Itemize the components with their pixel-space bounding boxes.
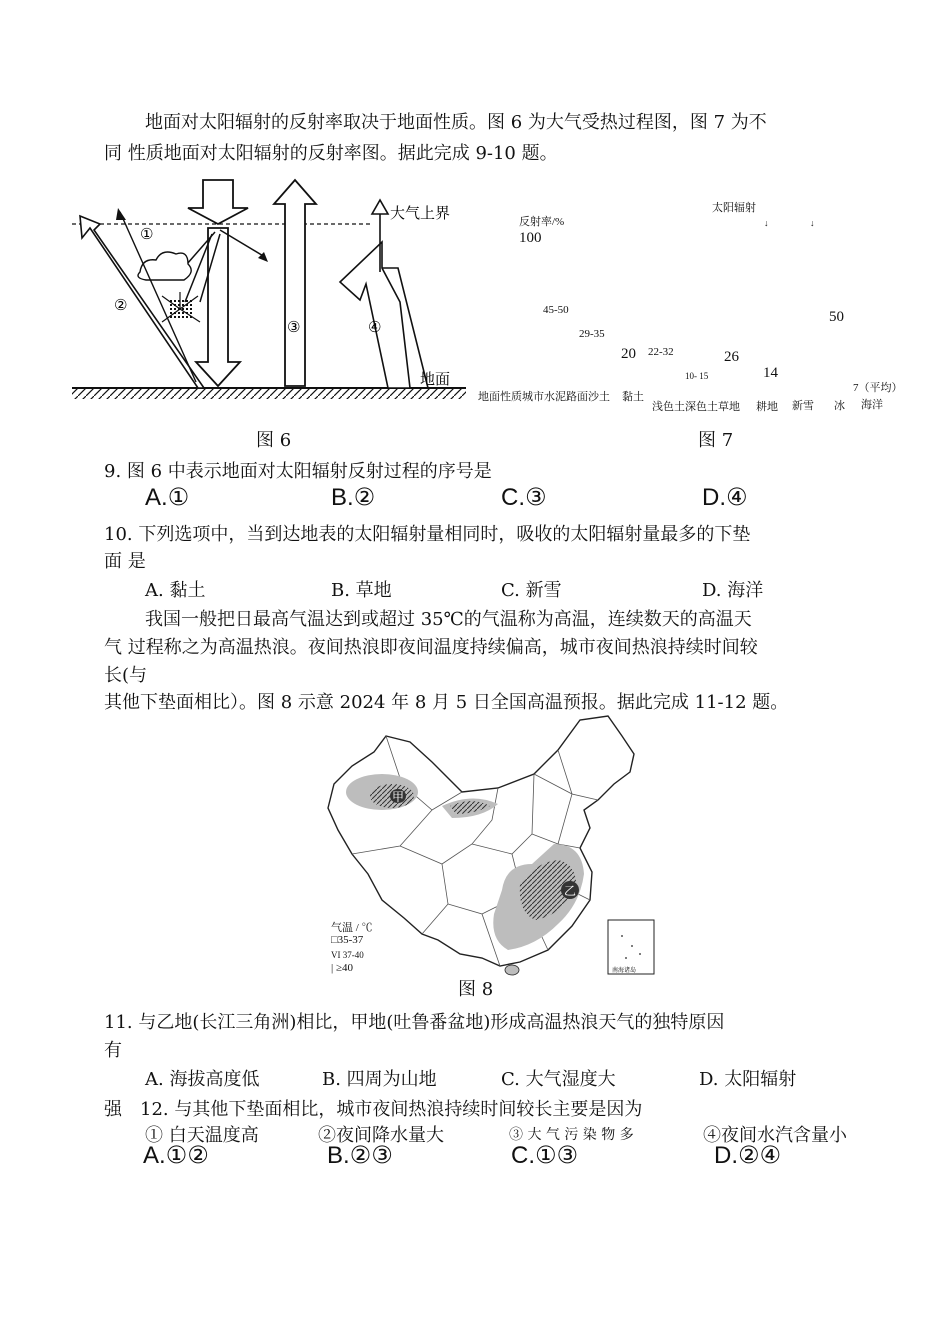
- intro2-line3: 长(与: [104, 665, 148, 686]
- q12-option-c[interactable]: C.①③: [511, 1142, 579, 1169]
- cloud-shape: [138, 252, 191, 280]
- atmosphere-top-label: 大气上界: [390, 204, 451, 222]
- q11-option-d[interactable]: D. 太阳辐射: [699, 1069, 797, 1090]
- q12-stem: 12. 与其他下垫面相比，城市夜间热浪持续时间较长主要是因为: [140, 1099, 643, 1120]
- q10-option-a[interactable]: A. 黏土: [145, 580, 206, 601]
- south-sea-inset: [608, 920, 654, 974]
- figure-7-caption: 图 7: [698, 430, 734, 451]
- q9-stem: 9. 图 6 中表示地面对太阳辐射反射过程的序号是: [104, 461, 492, 482]
- fig7-label-soils: 浅色土深色土草地: [652, 401, 740, 413]
- figure-8-caption: 图 8: [458, 979, 494, 1000]
- q10-stem-line2: 面 是: [104, 551, 146, 572]
- fig7-label-ice: 冰: [834, 400, 845, 412]
- marker-1: ①: [140, 225, 154, 243]
- intro2-line1: 我国一般把日最高气温达到或超过 35℃的气温称为高温，连续数天的高温天: [145, 609, 752, 630]
- q12-item-4: ④夜间水汽含量小: [703, 1125, 847, 1146]
- ground-hatch: [72, 389, 466, 399]
- q11-stem-line1: 11. 与乙地(长江三角洲)相比，甲地(吐鲁番盆地)形成高温热浪天气的独特原因: [104, 1012, 725, 1033]
- fig7-ylabel: 反射率/%: [519, 216, 565, 228]
- q9-option-c[interactable]: C.③: [501, 484, 547, 511]
- q11-option-b[interactable]: B. 四周为山地: [322, 1069, 437, 1090]
- q11-option-c[interactable]: C. 大气湿度大: [501, 1069, 616, 1090]
- q11-stem-line2: 有: [104, 1040, 122, 1061]
- q10-option-d[interactable]: D. 海洋: [702, 580, 764, 601]
- q11-option-a[interactable]: A. 海拔高度低: [145, 1069, 260, 1090]
- inset-label: 南海诸岛: [612, 967, 637, 974]
- fig7-ymax: 100: [519, 230, 542, 246]
- fig8-legend-1: □35-37: [331, 934, 364, 946]
- fig7-value-4: 22-32: [648, 346, 674, 358]
- figure-8-map: [322, 714, 662, 976]
- intro1-line2: 同 性质地面对太阳辐射的反射率图。据此完成 9-10 题。: [104, 143, 558, 164]
- q9-option-a[interactable]: A.①: [145, 484, 190, 511]
- fig7-value-2: 29-35: [579, 328, 605, 340]
- fig7-arrow-1: ↓: [764, 218, 769, 228]
- fig7-label-snow: 新雪: [792, 400, 814, 412]
- fig7-value-9: 7（平均）: [853, 382, 903, 394]
- yi-label: 乙: [564, 884, 577, 898]
- fig7-value-7: 14: [763, 365, 778, 381]
- q10-option-b[interactable]: B. 草地: [331, 580, 392, 601]
- fig8-legend-title: 气温 / ℃: [331, 922, 373, 934]
- q12-option-d[interactable]: D.②④: [714, 1142, 782, 1169]
- marker-2: ②: [114, 296, 128, 314]
- fig7-value-5: 10- 15: [685, 371, 709, 381]
- china-outline: [328, 716, 634, 966]
- q12-item-2: ②夜间降水量大: [318, 1125, 444, 1146]
- intro2-line2: 气 过程称之为高温热浪。夜间热浪即夜间温度持续偏高，城市夜间热浪持续时间较: [104, 637, 758, 658]
- q9-option-b[interactable]: B.②: [331, 484, 376, 511]
- fig7-label-ocean: 海洋: [861, 399, 883, 411]
- q12-option-a[interactable]: A.①②: [143, 1142, 209, 1169]
- fig7-value-8: 50: [829, 309, 844, 325]
- q10-option-c[interactable]: C. 新雪: [501, 580, 562, 601]
- fig7-label-clay: 黏土: [622, 391, 644, 403]
- marker-4: ④: [368, 318, 382, 336]
- marker-3: ③: [287, 318, 301, 336]
- incoming-arrow: [188, 180, 248, 224]
- fig8-legend-2: VI 37-40: [331, 950, 364, 960]
- fig7-value-3: 20: [621, 346, 636, 362]
- intro1-line1: 地面对太阳辐射的反射率取决于地面性质。图 6 为大气受热过程图，图 7 为不: [145, 112, 767, 133]
- ground-label: 地面: [420, 370, 451, 388]
- intro2-line4: 其他下垫面相比）。图 8 示意 2024 年 8 月 5 日全国高温预报。据此完成 11-12 题。: [104, 692, 789, 713]
- q12-option-b[interactable]: B.②③: [327, 1142, 393, 1169]
- fig7-arrow-2: ↓: [810, 218, 815, 228]
- jia-label: 甲: [392, 790, 405, 804]
- q12-item-3: ③ 大 气 污 染 物 多: [509, 1127, 634, 1143]
- fig8-legend-3: | ≥40: [331, 962, 353, 974]
- figure-6-diagram: [70, 172, 470, 407]
- fig7-value-6: 26: [724, 349, 739, 365]
- figure-6-caption: 图 6: [256, 430, 292, 451]
- q11-option-d-tail: 强: [104, 1099, 122, 1120]
- fig7-solar-label: 太阳辐射: [712, 202, 756, 214]
- fig7-label-farmland: 耕地: [756, 401, 778, 413]
- q10-stem-line1: 10. 下列选项中，当到达地表的太阳辐射量相同时，吸收的太阳辐射量最多的下垫: [104, 524, 751, 545]
- q12-item-1: ① 白天温度高: [145, 1125, 259, 1146]
- fig7-value-1: 45-50: [543, 304, 569, 316]
- q9-option-d[interactable]: D.④: [702, 484, 748, 511]
- fig7-xlabel: 地面性质城市水泥路面沙土: [478, 391, 610, 403]
